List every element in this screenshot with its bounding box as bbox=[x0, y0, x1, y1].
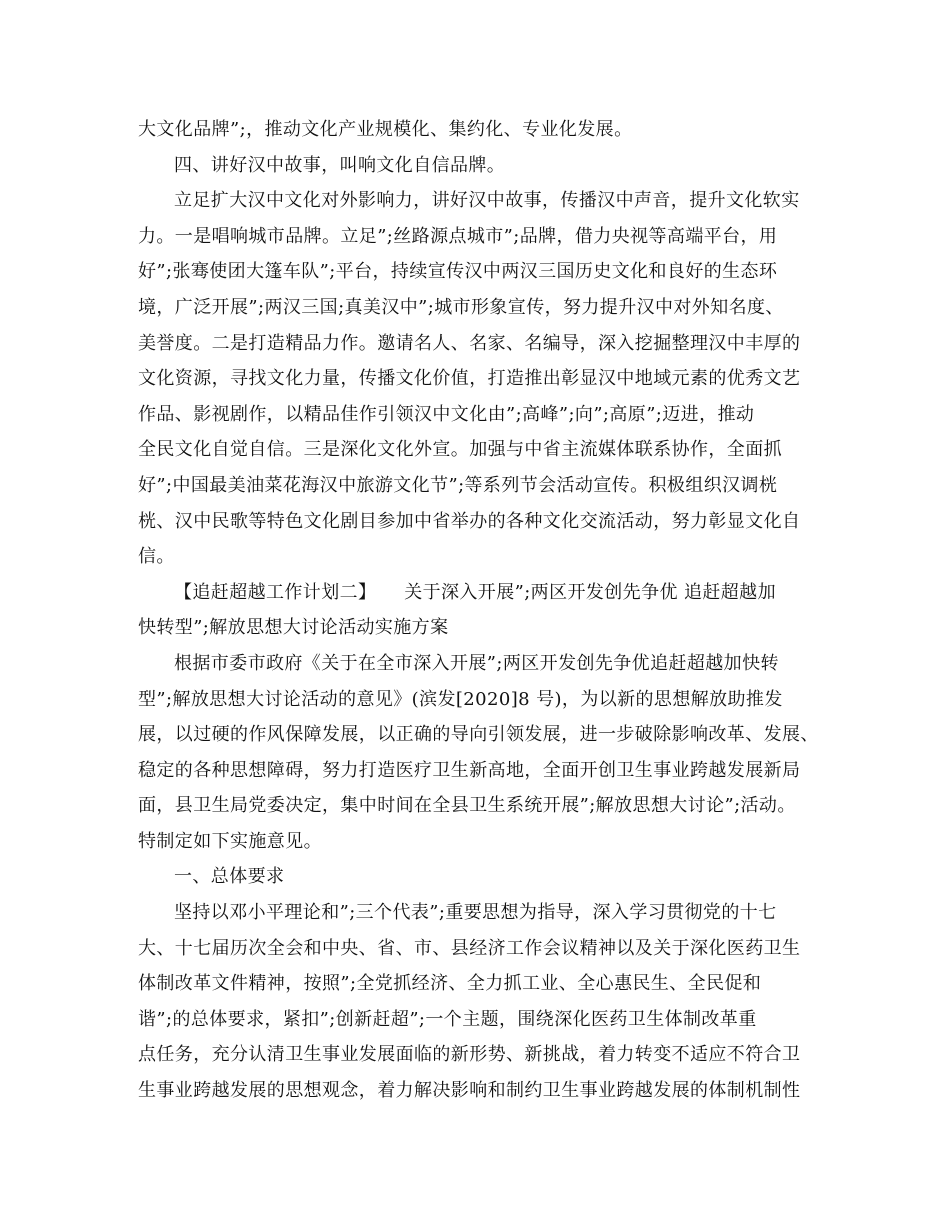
text-line: 作品、影视剧作，以精品佳作引领汉中文化由”;高峰”;向”;高原”;迈进，推动 bbox=[138, 403, 755, 425]
document-page bbox=[138, 112, 828, 1109]
text-line: 生事业跨越发展的思想观念，着力解决影响和制约卫生事业跨越发展的体制机制性 bbox=[138, 1080, 801, 1102]
text-line: 点任务，充分认清卫生事业发展面临的新形势、新挑战，着力转变不适应不符合卫 bbox=[138, 1044, 801, 1066]
text-line: 力。一是唱响城市品牌。立足”;丝路源点城市”;品牌，借力央视等高端平台，用 bbox=[138, 225, 778, 247]
text-line: 好”;中国最美油菜花海汉中旅游文化节”;等系列节会活动宣传。积极组织汉调桄 bbox=[138, 474, 778, 496]
text-line: 型”;解放思想大讨论活动的意见》(滨发[2020]8 号)，为以新的思想解放助推发 bbox=[138, 688, 783, 710]
text-line: 立足扩大汉中文化对外影响力，讲好汉中故事，传播汉中声音，提升文化软实 bbox=[174, 190, 800, 212]
text-line: 美誉度。二是打造精品力作。邀请名人、名家、名编导，深入挖掘整理汉中丰厚的 bbox=[138, 332, 801, 354]
text-line: 体制改革文件精神，按照”;全党抓经济、全力抓工业、全心惠民生、全民促和 bbox=[138, 973, 762, 995]
text-line: 桄、汉中民歌等特色文化剧目参加中省举办的各种文化交流活动，努力彰显文化自 bbox=[138, 510, 801, 532]
text-line: 谐”;的总体要求，紧扣”;创新赶超”;一个主题，围绕深化医药卫生体制改革重 bbox=[138, 1008, 757, 1030]
text-line: 一、总体要求 bbox=[174, 866, 285, 888]
text-line: 根据市委市政府《关于在全市深入开展”;两区开发创先争优追赶超越加快转 bbox=[174, 652, 779, 674]
text-line: 坚持以邓小平理论和”;三个代表”;重要思想为指导，深入学习贯彻党的十七 bbox=[174, 902, 777, 924]
text-line: 好”;张骞使团大篷车队”;平台，持续宣传汉中两汉三国历史文化和良好的生态环 bbox=[138, 261, 778, 283]
text-line: 境，广泛开展”;两汉三国;真美汉中”;城市形象宣传，努力提升汉中对外知名度、 bbox=[138, 296, 784, 318]
text-line: 文化资源，寻找文化力量，传播文化价值，打造推出彰显汉中地域元素的优秀文艺 bbox=[138, 368, 801, 390]
text-line: 稳定的各种思想障碍，努力打造医疗卫生新高地，全面开创卫生事业跨越发展新局 bbox=[138, 759, 801, 781]
text-line: 快转型”;解放思想大讨论活动实施方案 bbox=[138, 617, 449, 639]
text-line: 特制定如下实施意见。 bbox=[138, 830, 322, 852]
text-line: 展，以过硬的作风保障发展，以正确的导向引领发展，进一步破除影响改革、发展、 bbox=[138, 724, 819, 746]
text-line: 大、十七届历次全会和中央、省、市、县经济工作会议精神以及关于深化医药卫生 bbox=[138, 937, 801, 959]
text-line: 四、讲好汉中故事，叫响文化自信品牌。 bbox=[174, 154, 506, 176]
text-line: 【追赶超越工作计划二】 关于深入开展”;两区开发创先争优 追赶超越加 bbox=[174, 581, 776, 603]
text-line: 大文化品牌”;，推动文化产业规模化、集约化、专业化发展。 bbox=[138, 119, 633, 140]
text-line: 面，县卫生局党委决定，集中时间在全县卫生系统开展”;解放思想大讨论”;活动。 bbox=[138, 795, 796, 817]
text-line: 全民文化自觉自信。三是深化文化外宣。加强与中省主流媒体联系协作，全面抓 bbox=[138, 439, 782, 461]
text-line: 信。 bbox=[138, 546, 175, 568]
